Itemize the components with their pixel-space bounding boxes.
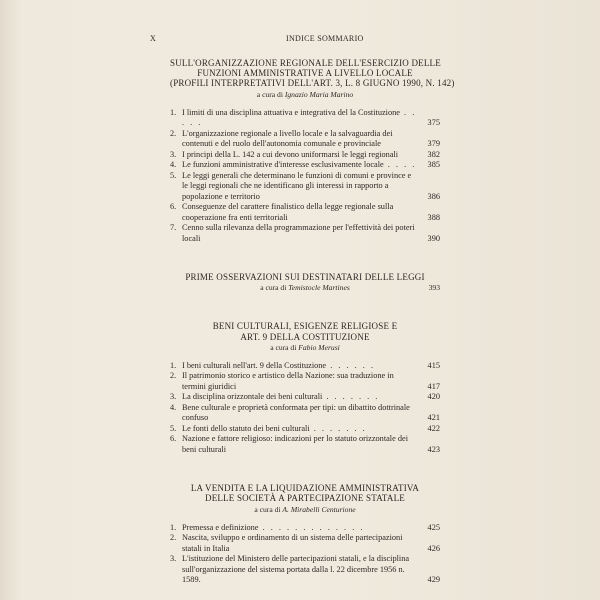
toc-item[interactable]: 1. I beni culturali nell'art. 9 della Costituzione . . . . . . 415 [170,360,440,370]
section-curator: a cura di Ignazio Maria Marino [256,89,354,99]
curator-name: Ignazio Maria Marino [284,89,354,99]
page-number: 393 [428,283,440,293]
page-number: 423 [427,444,440,454]
page-number: 375 [427,118,440,128]
page-number: 417 [427,381,440,391]
curator-name: Fabio Merusi [298,342,340,352]
section-curator[interactable]: a cura di Temistocle Martines 393 [260,283,440,293]
page-number: 385 [427,160,440,170]
running-header [150,34,470,46]
toc-item[interactable]: 3. I principi della L. 142 a cui devono uniformarsi le leggi regionali 382 [170,149,440,159]
toc-item[interactable]: 4. Bene culturale e proprietà conformata per tipi: un dibattito dottrinale confuso 421 [170,402,440,423]
toc-item[interactable]: 2. Nascita, sviluppo e ordinamento di un sistema delle partecipazioni statali in Italia 426 [170,533,440,553]
toc-item[interactable]: 3. L'istituzione del Ministero delle partecipazioni statali, e la disciplina sull'organizzazione del sistema portata dalla l. 22 dicembre 1956 n. 1589. 429 [170,554,440,585]
toc-item[interactable]: 2. L'organizzazione regionale a livello locale e la salvaguardia dei contenuti e del ruolo dell'autonomia comunale e provinciale 379 [170,128,440,149]
toc-item[interactable]: 4. Le funzioni amministrative d'interesse esclusivamente locale . . . . 385 [170,160,440,170]
toc-item[interactable]: 6. Conseguenze del carattere finalistico della legge regionale sulla cooperazione fra enti territoriali 388 [170,202,440,222]
toc-item[interactable]: 1. I limiti di una disciplina attuativa e integrativa del la Costituzione . . . . . 375 [170,107,440,128]
toc-items [170,361,440,456]
toc-items [170,108,440,245]
section-title: BENI CULTURALI, ESIGENZE RELIGIOSE E ART. 9 DELLA COSTITUZIONE [212,321,398,342]
curator-name: A. Mirabelli Centurione [282,504,356,514]
toc-item[interactable]: 5. Le fonti dello statuto dei beni culturali . . . . . . . 422 [170,423,440,433]
page-number: 425 [427,522,440,532]
running-title: INDICE SOMMARIO [286,34,364,43]
toc-section [170,483,440,585]
toc-item[interactable]: 7. Cenno sulla rilevanza della programmazione per l'effettività dei poteri locali 390 [170,223,440,243]
toc-item[interactable]: 5. Le leggi generali che determinano le funzioni di comuni e province e le leggi regionali che ne identificano gli interessi in rapporto a popolazione e territorio 386 [170,170,440,201]
toc-item[interactable]: 3. La disciplina orizzontale dei beni culturali . . . . . . . 420 [170,392,440,402]
section-title: PRIME OSSERVAZIONI SUI DESTINATARI DELLE LEGGI [185,272,425,283]
toc-section [170,58,455,244]
page-folio: X [150,34,157,43]
page-number: 421 [427,413,440,423]
section-title: SULL'ORGANIZZAZIONE REGIONALE DELL'ESERCIZIO DELLE FUNZIONI AMMINISTRATIVE A LIVELLO LOCALE (PROFILI INTERPRETATIVI DELL'ART. 3, L. 8 GIUGNO 1990, N. 142) [170,58,455,89]
page-number: 420 [427,392,440,402]
page-number: 390 [427,233,440,243]
toc-item[interactable]: 6. Nazione e fattore religioso: indicazioni per lo statuto orizzontale dei beni culturali 423 [170,434,440,454]
page-number: 379 [427,139,440,149]
page-number: 426 [427,543,440,553]
table-of-contents [170,52,455,586]
toc-item[interactable]: 2. Il patrimonio storico e artistico della Nazione: sua traduzione in termini giuridici 417 [170,371,440,391]
toc-items [170,523,440,586]
page-number: 415 [427,360,440,370]
curator-name: Temistocle Martines [288,283,350,293]
page-number: 388 [427,212,440,222]
toc-section [170,321,440,455]
page-number: 386 [427,191,440,201]
section-title: LA VENDITA E LA LIQUIDAZIONE AMMINISTRATIVA DELLE SOCIETÀ A PARTECIPAZIONE STATALE [190,483,420,504]
section-curator: a cura di A. Mirabelli Centurione [254,504,356,514]
toc-section [170,272,440,293]
toc-item[interactable]: 1. Premessa e definizione . . . . . . . . . . . . . 425 [170,522,440,532]
section-curator: a cura di Fabio Merusi [270,342,340,352]
page-number: 422 [427,423,440,433]
page-number: 382 [427,149,440,159]
page-number: 429 [427,575,440,585]
